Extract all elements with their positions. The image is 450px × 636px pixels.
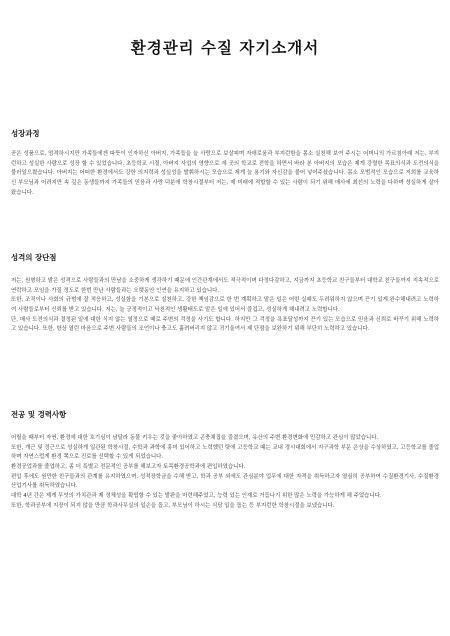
paragraph: 어릴을 때부터 자연, 환경에 대한 호기심이 남달라 동물 키우는 것을 좋아하였고 곤충채집을 즐겼으며, 유산의 주변 환경변화에 민감하고 관심이 많았습니다. <box>11 435 379 441</box>
paragraph: 대학 4년 간은 제게 무엇의 가치관과 제 정체성을 확립할 수 있는 발판을 마련해주었고, 능력 있는 인재로 거듭나기 위한 많은 노력을 가능하게 해 주었습니다. <box>11 492 382 499</box>
document-title: 환경관리 수질 자기소개서 <box>130 39 320 57</box>
paragraph: 단, 매사 도전의식과 결정된 일에 대한 식지 않는 열정으로 때로 주변의 걱정을 사기도 합니다. 하지만 그 걱정을 욕표달성까지 끈기 있는 모습으로 믿음과 신뢰로 바꾸기 위해 노력하고 있습니다. 또한, 항상 열린 마음으로 주변 사람들의 조언이나 충고도 흘려버리지 않고 귀기울여서 제 단점을 보완하기 위해 부단히 노력하고 있습니다. <box>11 316 439 333</box>
section-body-major-career <box>11 434 439 511</box>
paragraph: 또한, 개근 및 정근으로 성실하게 일관된 학창시절, 수학과 과학에 흥미 있어하고 노력했던 탓에 고등학교 때는 교내 경시대회에서 지구과학 부문 은상을 수상하였고, 고등학교를 졸업하며 자연스럽게 환경 쪽으로 진로를 선택할 수 있게 되었습니다. <box>11 444 439 461</box>
section-heading-personality: 성격의 장단점 <box>11 253 57 262</box>
section-body-growth <box>11 150 439 198</box>
section-heading-growth: 성장과정 <box>11 129 40 138</box>
paragraph: 또한, 학과공부에 지장이 되지 않을 만큼 학과사무실의 일손을 돕고, 부모님이 하시는 식당 일을 돕는 등 부지런한 학창시절을 보냈습니다. <box>11 502 335 509</box>
paragraph: 저는, 원형하고 밝은 성격으로 사람들과의 만남을 소중하게 생각하기 때문에 인간관계에서도 적극적이며 다정다감하고, 지금까지 초등학교 친구들부터 대학교 친구들까지 지속적으로 연락하고 모임을 가질 정도로 한번 만난 사람들과는 오랫동안 인연을 유지하고 있습니다. <box>11 278 439 294</box>
paragraph: 또한, 조직이나 사회의 규범에 잘 적응하고, 성실함을 기본으로 실천하고, 강한 책임감으로 한 번 계획하고 맡은 일은 어떤 실패도 두려워하지 않으며 끈기 있게 완수해내려고 노력하여 사람들로부터 신뢰를 받고 있습니다. 저는, 늘 긍정적이고 낙천적인 생활태도로 맡은 일에 있어서 즐겁고, 성실하게 해내려고 노력합니다. <box>11 297 439 313</box>
paragraph: 곧은 성품으로, 엄격하시지만 가족들에겐 따뜻이 인자하신 아버지, 가족들을 늘 사랑으로 보살피며 자애로움과 부지런함을 몸소 실천해 보여 주시는 어머니의 가르침아래 저는, 부지런하고 성실한 사람으로 성장 할 수 있었습니다. 초등학교 시절, 아버지 사업의 영향으로 세 곳의 학교로 전학을 하면서 바라 본 아버지의 모습은 제게 강렬한 목표의식과 도전의식을 불러일으켰습니다. 아버지는 어떠한 환경에서도 강한 의지력과 성실성을 발휘하시는 모습으로 제게 늘 용기와 자신감을 불어 넣어주셨습니다. 몸소 모범적인 모습으로 저희를 교육하신 부모님과 어려지만 속 깊은 동생들까지 가족들의 믿음과 사랑 덕분에 학창시절부터 저는, 제 미래에 적합할 수 있는 사람이 되기 위해 매사에 최선의 노력을 다하며 성실하게 살아왔습니다. <box>11 151 439 196</box>
paragraph: 편입 후에도 원만한 친구들과의 관계를 유지하였으며, 성적장학금을 수혜 받고, 학과 공부 외에도 관심분야 업무에 대한 자격을 취득하고자 열심히 공부하여 수질환경기사, 수질환경산업기사를 취득하였습니다. <box>11 473 439 490</box>
section-body-personality <box>11 277 439 335</box>
paragraph: 환경공업과를 졸업하고, 좀 더 특별고 전문적인 공부를 해보고자 토목환경공학과에 편입하였습니다. <box>11 463 246 470</box>
section-heading-major-career: 전공 및 경력사항 <box>11 410 67 419</box>
